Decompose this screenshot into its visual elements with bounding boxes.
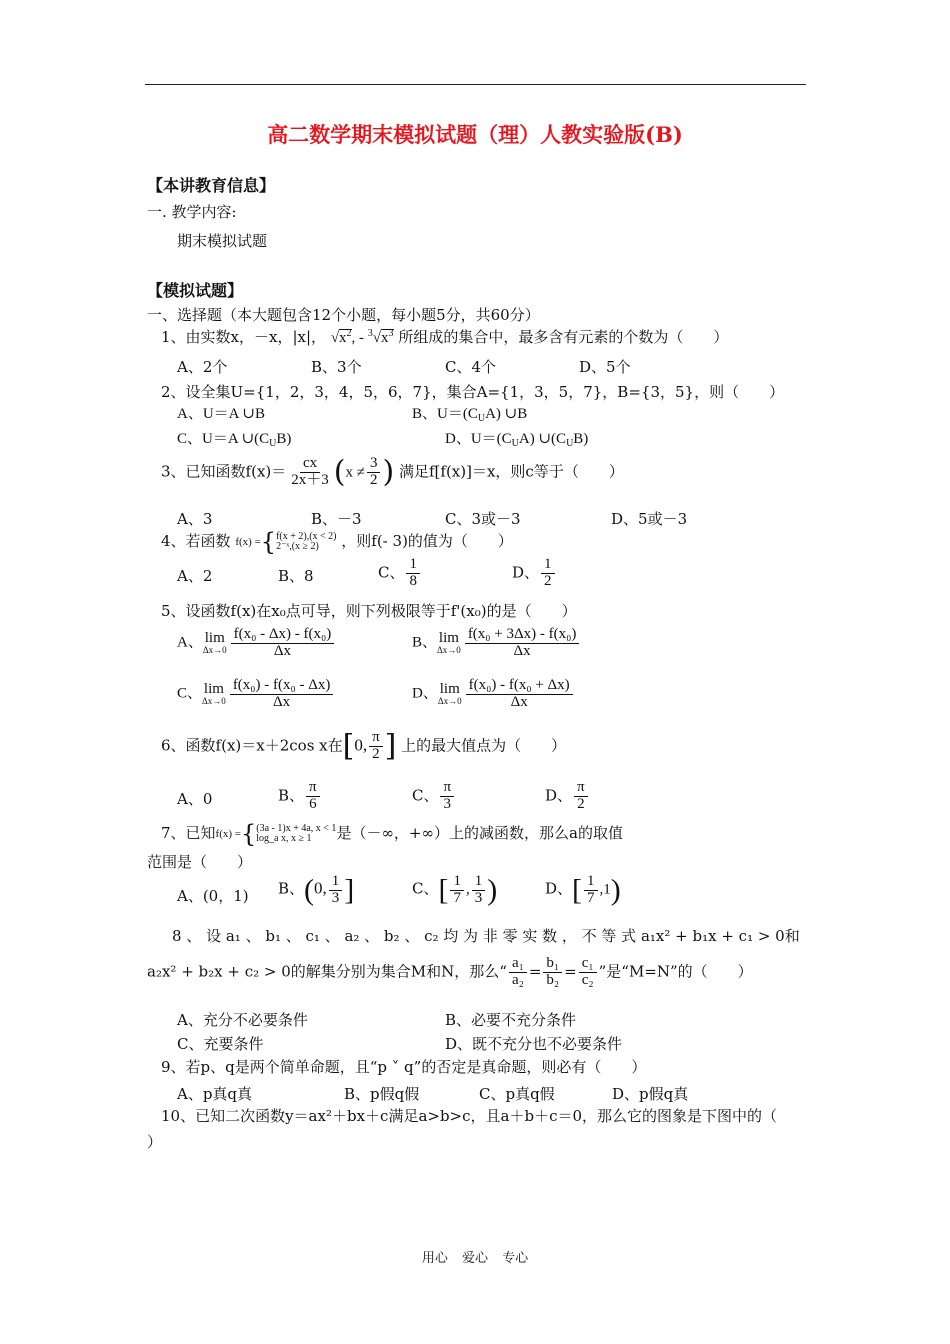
q8-a1: a₁ — [509, 956, 527, 973]
q5-b-den: Δx — [513, 642, 531, 659]
q5-d-den: Δx — [510, 693, 528, 710]
q4-stem-end: ，则f(- 3)的值为（ ） — [341, 532, 513, 550]
q7-c-den2: 3 — [474, 889, 483, 906]
question-7 — [161, 822, 623, 846]
q6-two: 2 — [372, 745, 380, 762]
q6-stem-start: 6、函数f(x)＝x＋2cos x在 — [161, 736, 343, 755]
q5-d-label: D、 — [412, 685, 438, 702]
q8-eq-1: = — [528, 962, 542, 981]
q1-radicals: $√x^2$, - $^3√x^3$ — [330, 328, 394, 346]
q7-option-a: A、(0，1) — [177, 887, 249, 905]
q2-b-text: B、U＝(C — [412, 406, 478, 422]
q7-d-label: D、 — [545, 879, 573, 898]
q1-option-b: B、3个 — [311, 358, 362, 376]
q5-c-limit — [202, 682, 226, 706]
q9-option-a: A、p真q真 — [177, 1085, 253, 1103]
q6-c-den: 3 — [443, 795, 452, 812]
q5-a-den: Δx — [273, 642, 291, 659]
q5-c-label: C、 — [177, 685, 203, 702]
question-8-line-1: 8 、 设 a₁ 、 b₁ 、 c₁ 、 a₂ 、 b₂ 、 c₂ 均 为 非 零 实 数 ， 不 等 式 a₁x² + b₁x + c₁ > 0和 — [172, 927, 800, 945]
q7-d-one: ,1 — [599, 881, 611, 898]
q7-d-fraction — [584, 874, 598, 907]
q5-a-lim: lim — [204, 630, 225, 647]
q7-c-right-bracket: ) — [487, 873, 498, 907]
q5-a-num: f(x₀ - Δx) - f(x₀) — [231, 627, 335, 644]
q5-b-limsub: Δx→0 — [437, 645, 461, 656]
q7-d-left-bracket: [ — [572, 873, 583, 907]
question-9: 9、若p、q是两个简单命题，且“p ˅ q”的否定是真命题，则必有（ ） — [161, 1058, 647, 1076]
question-10-continued: ） — [147, 1133, 163, 1151]
q5-a-label: A、 — [177, 634, 203, 651]
q6-interval-start: 0, — [354, 735, 368, 755]
q2-option-d — [445, 430, 588, 450]
q2-c-text: C、U＝A ∪(C — [177, 431, 270, 447]
q6-pi: π — [369, 730, 383, 747]
q5-c-limsub: Δx→0 — [202, 696, 226, 707]
q5-a-limit — [203, 631, 227, 655]
q8-option-d: D、既不充分也不必要条件 — [445, 1035, 623, 1053]
q7-b-num: 1 — [329, 874, 343, 891]
question-8-line-2 — [147, 956, 753, 989]
q2-c-text2: B) — [276, 431, 292, 447]
q5-d-num: f(x₀) - f(x₀ + Δx) — [466, 678, 573, 695]
q4-brace: { — [260, 528, 277, 556]
q6-right-bracket: ] — [384, 728, 397, 764]
q7-stem-continued: 范围是（ ） — [147, 853, 253, 871]
q3-cond-den: 2 — [369, 471, 378, 488]
choice-section-intro: 一、选择题（本大题包含12个小题，每小题5分，共60分） — [147, 306, 540, 324]
question-1 — [161, 328, 728, 347]
q8-line2-start: a₂x² + b₂x + c₂ > 0的解集分别为集合M和N，那么“ — [147, 962, 507, 981]
q7-stem-start: 7、已知 — [161, 824, 216, 842]
q6-stem-end: 上的最大值点为（ ） — [401, 736, 567, 755]
q7-c-num1: 1 — [450, 874, 464, 891]
q8-a2: a₂ — [511, 971, 524, 988]
q5-option-d — [412, 678, 575, 711]
q1-stem-end: 所组成的集合中，最多含有元素的个数为（ ） — [398, 328, 729, 346]
q5-b-num: f(x₀ + 3Δx) - f(x₀) — [465, 627, 580, 644]
q7-c-comma: , — [465, 881, 470, 898]
teaching-content-label: 一. 教学内容: — [147, 203, 237, 221]
q3-numerator: cx — [300, 456, 320, 473]
top-rule — [145, 84, 806, 85]
question-3 — [161, 456, 624, 489]
q4-case-2: 2⁻ˣ,(x ≥ 2) — [276, 541, 319, 552]
q8-fraction-b — [543, 956, 562, 989]
q8-option-b: B、必要不充分条件 — [445, 1011, 577, 1029]
q5-option-a — [177, 627, 336, 660]
q7-c-num2: 1 — [472, 874, 486, 891]
q3-option-a: A、3 — [177, 510, 213, 528]
q8-option-a: A、充分不必要条件 — [177, 1011, 308, 1029]
q1-option-d: D、5个 — [579, 358, 631, 376]
q1-option-c: C、4个 — [445, 358, 497, 376]
question-2: 2、设全集U={1，2，3，4，5，6，7}，集合A={1，3，5，7}，B={3，5}，则（ ） — [161, 383, 785, 401]
q7-option-c — [412, 874, 497, 907]
q4-d-den: 2 — [544, 572, 552, 589]
q7-c-fraction2 — [472, 874, 486, 907]
q4-d-label: D、 — [512, 563, 540, 582]
q2-b-sub: U — [477, 413, 486, 424]
q3-condition: x ≠ — [345, 464, 365, 481]
q6-d-label: D、 — [545, 786, 573, 805]
section-heading-mock: 【模拟试题】 — [147, 281, 244, 300]
q7-d-right-bracket: ) — [610, 873, 621, 907]
q8-fraction-a — [509, 956, 527, 989]
q7-b-fraction — [329, 874, 343, 907]
q4-c-num: 1 — [406, 557, 420, 574]
q2-d-sub2: U — [566, 438, 574, 449]
page-footer: 用心 爱心 专心 — [421, 1251, 529, 1266]
q5-d-limit — [438, 682, 462, 706]
q5-d-lim: lim — [439, 681, 460, 698]
q6-option-b — [278, 780, 322, 813]
q4-option-a: A、2 — [177, 567, 213, 585]
q2-option-b — [412, 405, 527, 425]
q8-b2: b₂ — [546, 971, 560, 988]
q4-function-name: f(x) = — [235, 535, 261, 548]
q2-d-sub1: U — [511, 438, 519, 449]
q5-option-c — [177, 678, 335, 711]
q6-d-fraction — [574, 780, 588, 813]
q5-c-lim: lim — [203, 681, 224, 698]
q5-a-limsub: Δx→0 — [202, 645, 227, 656]
section-heading-info: 【本讲教育信息】 — [147, 176, 276, 195]
q9-option-d: D、p假q真 — [612, 1085, 689, 1103]
q3-cond-num: 3 — [367, 456, 381, 473]
q6-d-num: π — [574, 780, 588, 797]
q9-option-c: C、p真q假 — [479, 1085, 555, 1103]
q6-c-fraction — [440, 780, 454, 813]
question-6 — [161, 730, 566, 763]
q7-function-name: f(x) = — [215, 827, 241, 840]
q7-c-fraction1 — [450, 874, 464, 907]
q3-right-paren: ) — [382, 454, 395, 490]
q7-b-den: 3 — [331, 889, 340, 906]
q4-option-d — [512, 557, 557, 590]
q5-b-fraction — [465, 627, 580, 660]
q4-d-num: 1 — [541, 557, 555, 574]
q6-b-fraction — [306, 780, 320, 813]
q5-option-b — [412, 627, 581, 660]
q3-option-d: D、5或－3 — [611, 510, 688, 528]
q7-stem-end: 是（－∞，+∞）上的减函数，那么a的取值 — [336, 824, 623, 842]
q1-stem-start: 1、由实数x，－x，|x|， — [161, 328, 327, 346]
q3-fraction — [288, 456, 332, 489]
q4-d-fraction — [541, 557, 555, 590]
q6-option-d — [545, 780, 590, 813]
q4-c-label: C、 — [378, 563, 405, 582]
q8-line2-end: ”是“M=N”的（ ） — [598, 962, 753, 981]
q8-c2: c₂ — [581, 971, 594, 988]
q6-b-label: B、 — [278, 786, 305, 805]
q7-case-1: (3a - 1)x + 4a, x < 1 — [256, 823, 337, 834]
q4-option-c — [378, 557, 422, 590]
teaching-content-text: 期末模拟试题 — [177, 232, 268, 250]
q6-c-num: π — [440, 780, 454, 797]
q5-b-label: B、 — [412, 634, 438, 651]
q5-b-lim: lim — [438, 630, 459, 647]
q4-option-b: B、8 — [278, 567, 314, 585]
question-5: 5、设函数f(x)在x₀点可导，则下列极限等于f'(x₀)的是（ ） — [161, 602, 577, 620]
q6-b-num: π — [306, 780, 320, 797]
question-10: 10、已知二次函数y＝ax²＋bx＋c满足a>b>c，且a＋b＋c＝0，那么它的图象是下图中的（ — [161, 1107, 778, 1125]
q6-left-bracket: [ — [342, 728, 355, 764]
q7-b-right-bracket: ] — [344, 873, 355, 907]
q3-cond-fraction — [367, 456, 381, 489]
q4-case-1: f(x + 2),(x < 2) — [276, 531, 337, 542]
q6-option-c — [412, 780, 456, 813]
q7-d-den: 7 — [587, 889, 595, 906]
q6-c-label: C、 — [412, 786, 439, 805]
q4-c-fraction — [406, 557, 420, 590]
question-4 — [161, 530, 513, 554]
q9-option-b: B、p假q假 — [344, 1085, 420, 1103]
q5-c-den: Δx — [273, 693, 291, 710]
q6-pi-fraction — [369, 730, 383, 763]
q5-d-fraction — [466, 678, 573, 711]
q6-d-den: 2 — [577, 795, 585, 812]
q5-a-fraction — [231, 627, 335, 660]
q5-d-limsub: Δx→0 — [437, 696, 462, 707]
q1-option-a: A、2个 — [177, 358, 228, 376]
q7-d-num: 1 — [584, 874, 598, 891]
q5-c-num: f(x₀) - f(x₀ - Δx) — [230, 678, 334, 695]
q7-b-zero: 0, — [314, 878, 327, 898]
document-title: 高二数学期末模拟试题（理）人教实验版(B) — [267, 122, 683, 147]
q3-denominator: 2x＋3 — [291, 471, 329, 488]
q2-d-text2: A) ∪(C — [518, 431, 567, 447]
q7-b-left-bracket: ( — [304, 873, 315, 907]
q7-c-label: C、 — [412, 879, 439, 898]
q7-c-den1: 7 — [453, 889, 461, 906]
q7-brace: { — [241, 820, 257, 848]
q3-stem-start: 3、已知函数f(x)＝ — [161, 462, 287, 481]
q3-stem-end: 满足f[f(x)]＝x，则c等于（ ） — [398, 462, 624, 481]
q3-option-b: B、－3 — [311, 510, 362, 528]
q2-d-text3: B) — [573, 431, 589, 447]
q4-stem-start: 4、若函数 — [161, 532, 231, 550]
q2-c-sub: U — [269, 438, 277, 449]
q6-option-a: A、0 — [177, 790, 213, 808]
q6-b-den: 6 — [309, 795, 317, 812]
q7-option-b — [278, 874, 354, 907]
q3-left-paren: ( — [333, 454, 346, 490]
q2-option-c — [177, 430, 291, 450]
q7-cases — [256, 824, 336, 844]
q5-c-fraction — [230, 678, 334, 711]
q8-option-c: C、充要条件 — [177, 1035, 264, 1053]
q7-option-d — [545, 874, 621, 907]
q7-case-2: log_a x, x ≥ 1 — [256, 833, 312, 844]
q2-b-text2: A) ∪B — [485, 406, 528, 422]
q2-option-a: A、U＝A ∪B — [177, 406, 265, 422]
q8-eq-2: = — [564, 962, 577, 981]
q5-b-limit — [437, 631, 461, 655]
q4-cases — [276, 532, 336, 552]
q2-d-text: D、U＝(C — [445, 431, 512, 447]
q8-c1: c₁ — [579, 956, 597, 973]
q8-fraction-c — [579, 956, 597, 989]
q8-b1: b₁ — [543, 956, 562, 973]
q7-c-left-bracket: [ — [438, 873, 449, 907]
q4-c-den: 8 — [409, 572, 417, 589]
q7-b-label: B、 — [278, 879, 305, 898]
q3-option-c: C、3或－3 — [445, 510, 521, 528]
